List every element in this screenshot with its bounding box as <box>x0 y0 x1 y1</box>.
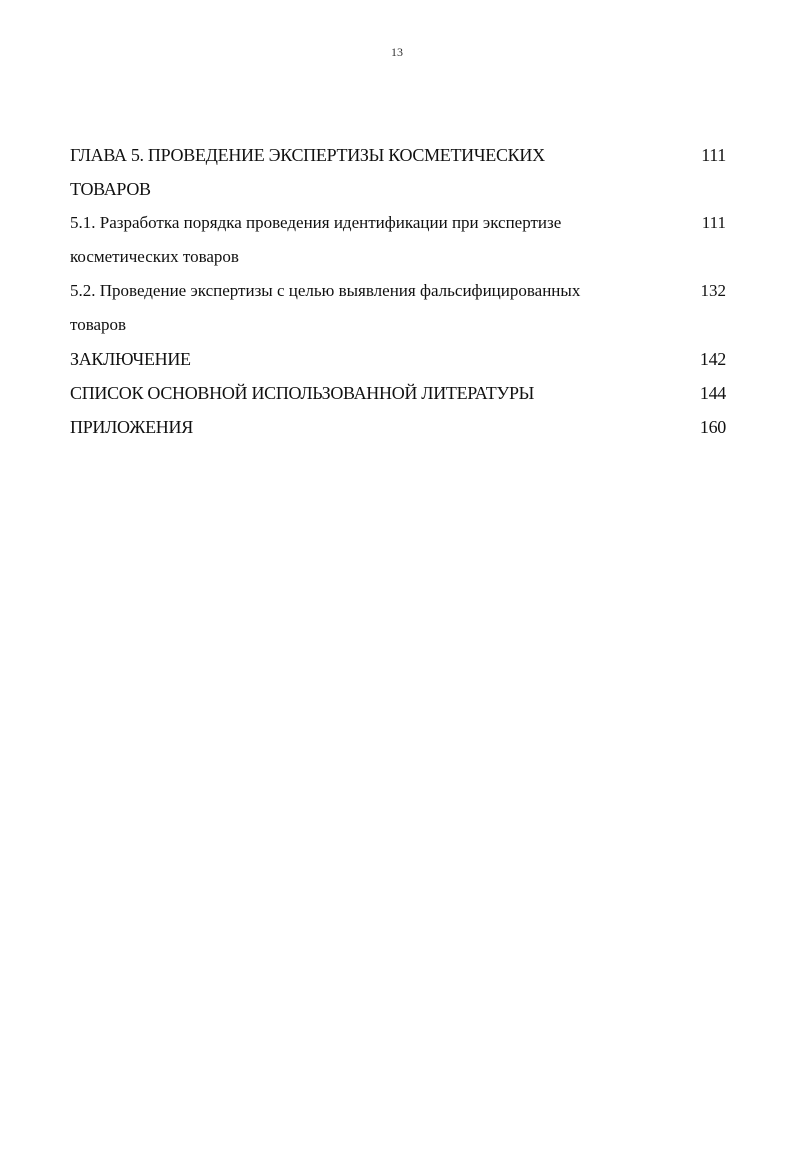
toc-entry-page: 160 <box>699 417 726 437</box>
toc-entry-page: 111 <box>701 213 726 232</box>
toc-entry-page: 111 <box>701 145 726 165</box>
toc-entry-appendices <box>70 410 726 444</box>
page-number: 13 <box>391 45 403 59</box>
toc-entry-references <box>70 376 726 410</box>
toc-entry-section-5-2 <box>70 274 726 342</box>
toc-entry-chapter-5 <box>70 138 726 206</box>
toc-entry-title-line-2: косметических товаров <box>70 247 239 266</box>
toc-entry-page: 144 <box>699 383 726 403</box>
toc-entry-title-line-1: СПИСОК ОСНОВНОЙ ИСПОЛЬЗОВАННОЙ ЛИТЕРАТУРЫ <box>70 383 535 403</box>
table-of-contents <box>70 138 726 444</box>
toc-entry-title-line-1: 5.1. Разработка порядка проведения идентификации при экспертизе <box>70 213 562 232</box>
toc-entry-title-line-1: 5.2. Проведение экспертизы с целью выявления фальсифицированных <box>70 281 581 300</box>
toc-entry-title-line-1: ПРИЛОЖЕНИЯ <box>70 417 193 437</box>
toc-entry-page: 142 <box>699 349 726 369</box>
toc-entry-title-line-1: ЗАКЛЮЧЕНИЕ <box>70 349 191 369</box>
toc-entry-title-line-2: ТОВАРОВ <box>70 179 151 199</box>
toc-entry-title-line-2: товаров <box>70 315 127 334</box>
toc-entry-conclusion <box>70 342 726 376</box>
toc-entry-section-5-1 <box>70 206 726 274</box>
toc-entry-page: 132 <box>700 281 726 300</box>
toc-entry-title-line-1: ГЛАВА 5. ПРОВЕДЕНИЕ ЭКСПЕРТИЗЫ КОСМЕТИЧЕСКИХ <box>70 145 545 165</box>
